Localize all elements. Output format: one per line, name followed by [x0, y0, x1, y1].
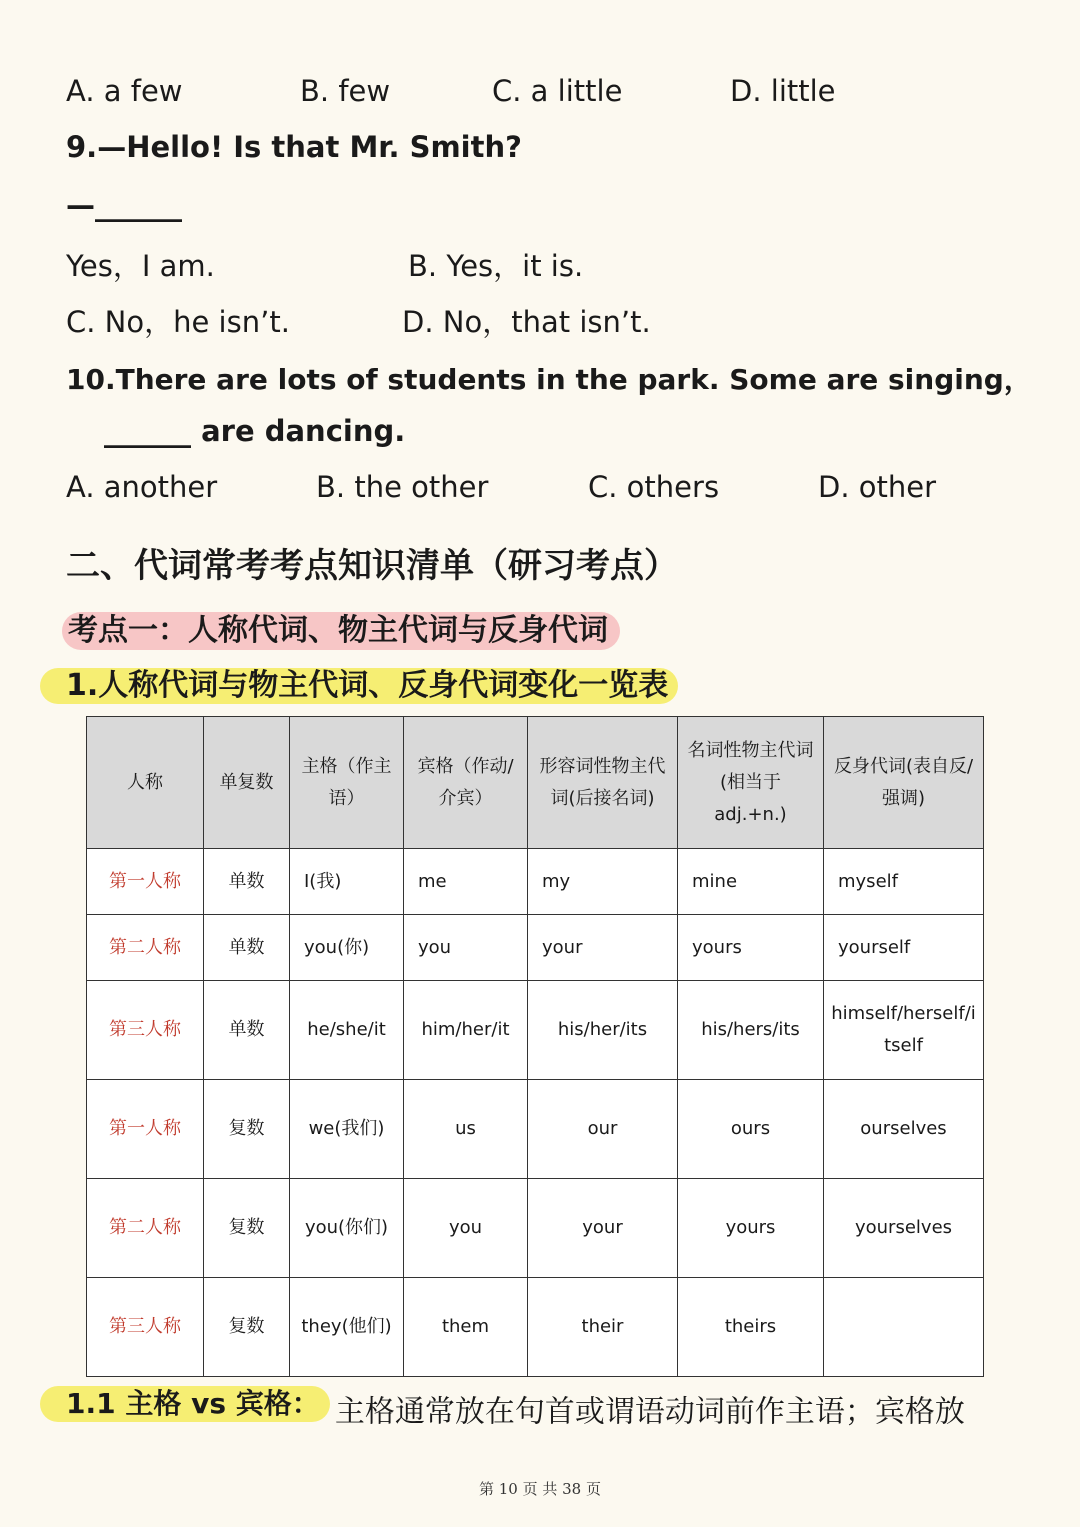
cell-noun-possessive: mine	[678, 849, 824, 915]
q10-question-cont: ______ are dancing.	[104, 414, 406, 448]
header-person: 人称	[87, 717, 204, 849]
cell-objective: him/her/it	[404, 981, 528, 1080]
q9-option-c: C. No，he isn’t.	[66, 305, 290, 339]
table-row	[87, 915, 984, 981]
header-nominative: 主格（作主语）	[290, 717, 404, 849]
q9-option-b: B. Yes，it is.	[408, 249, 584, 283]
kaodian-1-heading: 考点一：人称代词、物主代词与反身代词	[62, 612, 620, 650]
table-row	[87, 1278, 984, 1377]
cell-noun-possessive: his/hers/its	[678, 981, 824, 1080]
header-noun-possessive: 名词性物主代词(相当于adj.+n.)	[678, 717, 824, 849]
q9-option-a: Yes，I am.	[66, 249, 215, 283]
sub-heading-1: 1.人称代词与物主代词、反身代词变化一览表	[40, 668, 678, 704]
q10-option-b: B. the other	[316, 470, 489, 504]
cell-number: 复数	[204, 1278, 290, 1377]
q8-option-b: B. few	[300, 74, 391, 108]
cell-reflexive: yourselves	[824, 1179, 984, 1278]
cell-reflexive: himself/herself/itself	[824, 981, 984, 1080]
cell-person: 第一人称	[87, 849, 204, 915]
cell-adjective-possessive: your	[528, 915, 678, 981]
cell-adjective-possessive: his/her/its	[528, 981, 678, 1080]
q10-option-a: A. another	[66, 470, 218, 504]
cell-adjective-possessive: your	[528, 1179, 678, 1278]
table-header-row	[87, 717, 984, 849]
q10-option-c: C. others	[588, 470, 720, 504]
cell-reflexive: ourselves	[824, 1080, 984, 1179]
q8-option-d: D. little	[730, 74, 836, 108]
cell-nominative: they(他们)	[290, 1278, 404, 1377]
header-adjective-possessive: 形容词性物主代词(后接名词)	[528, 717, 678, 849]
cell-person: 第三人称	[87, 981, 204, 1080]
cell-nominative: he/she/it	[290, 981, 404, 1080]
cell-nominative: you(你)	[290, 915, 404, 981]
q9-question: 9.—Hello! Is that Mr. Smith?	[66, 130, 522, 164]
cell-noun-possessive: ours	[678, 1080, 824, 1179]
cell-person: 第三人称	[87, 1278, 204, 1377]
cell-objective: you	[404, 915, 528, 981]
cell-nominative: we(我们)	[290, 1080, 404, 1179]
cell-objective: us	[404, 1080, 528, 1179]
q10-question: 10.There are lots of students in the park. Some are singing，	[66, 363, 1032, 396]
table-row	[87, 849, 984, 915]
cell-number: 单数	[204, 981, 290, 1080]
cell-person: 第一人称	[87, 1080, 204, 1179]
header-number: 单复数	[204, 717, 290, 849]
cell-person: 第二人称	[87, 1179, 204, 1278]
cell-noun-possessive: yours	[678, 1179, 824, 1278]
table-row	[87, 1179, 984, 1278]
cell-objective: them	[404, 1278, 528, 1377]
section-heading: 二、代词常考考点知识清单（研习考点）	[66, 546, 678, 586]
cell-reflexive: myself	[824, 849, 984, 915]
page-number: 第 10 页 共 38 页	[478, 1480, 601, 1498]
cell-objective: you	[404, 1179, 528, 1278]
q10-option-d: D. other	[818, 470, 937, 504]
cell-number: 复数	[204, 1080, 290, 1179]
header-reflexive: 反身代词(表自反/强调)	[824, 717, 984, 849]
sub-heading-1-1-text: 主格通常放在句首或谓语动词前作主语；宾格放	[334, 1394, 965, 1430]
sub-heading-1-1-label: 1.1 主格 vs 宾格：	[40, 1386, 330, 1422]
q8-option-c: C. a little	[492, 74, 623, 108]
cell-nominative: I(我)	[290, 849, 404, 915]
q8-option-a: A. a few	[66, 74, 183, 108]
cell-person: 第二人称	[87, 915, 204, 981]
header-objective: 宾格（作动/介宾）	[404, 717, 528, 849]
q9-blank: —______	[66, 188, 182, 222]
q9-option-d: D. No，that isn’t.	[402, 305, 651, 339]
cell-nominative: you(你们)	[290, 1179, 404, 1278]
cell-objective: me	[404, 849, 528, 915]
cell-number: 单数	[204, 849, 290, 915]
cell-reflexive: yourself	[824, 915, 984, 981]
cell-noun-possessive: theirs	[678, 1278, 824, 1377]
sub-heading-1-1-line	[40, 1386, 965, 1431]
pronoun-table	[86, 716, 984, 1377]
cell-number: 复数	[204, 1179, 290, 1278]
cell-noun-possessive: yours	[678, 915, 824, 981]
cell-adjective-possessive: my	[528, 849, 678, 915]
cell-reflexive	[824, 1278, 984, 1377]
cell-adjective-possessive: their	[528, 1278, 678, 1377]
cell-number: 单数	[204, 915, 290, 981]
cell-adjective-possessive: our	[528, 1080, 678, 1179]
table-row	[87, 981, 984, 1080]
table-row	[87, 1080, 984, 1179]
